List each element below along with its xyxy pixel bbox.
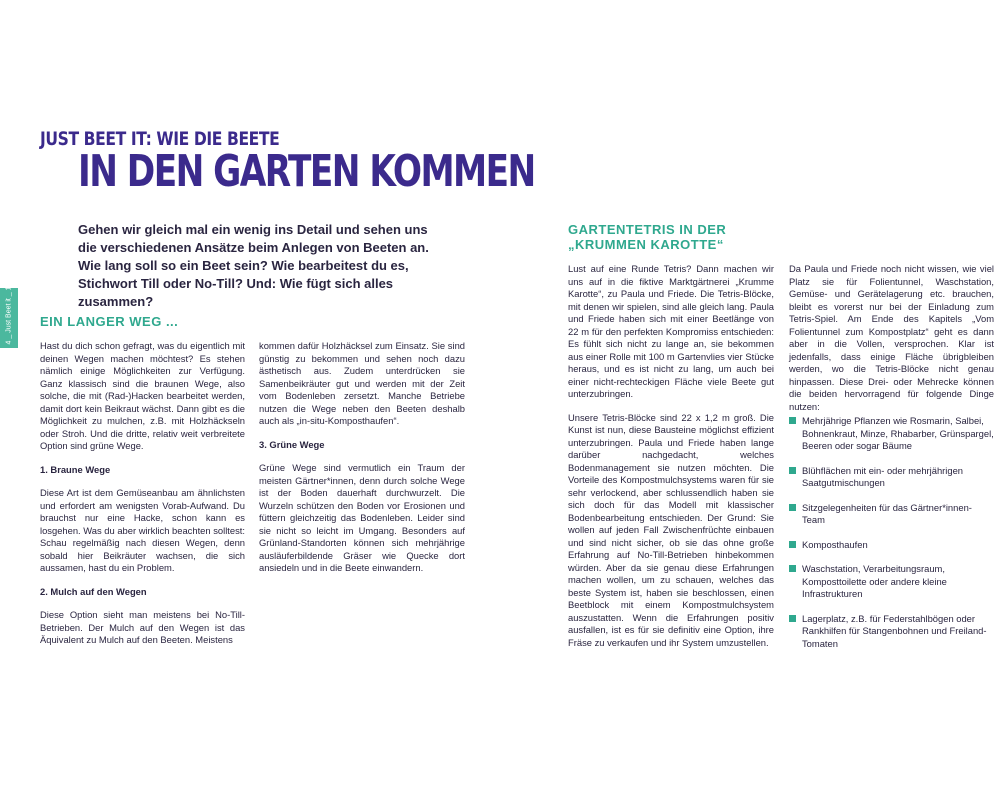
section-title-weg: EIN LANGER WEG ... bbox=[40, 314, 179, 329]
square-bullet-icon bbox=[789, 504, 796, 511]
chapter-kicker: JUST BEET IT: WIE DIE BEETE bbox=[40, 128, 280, 150]
paragraph: Da Paula und Friede noch nicht wissen, wie viel Platz sie für Folientunnel, Waschstation, Gemüse- und Gerätelagerung etc. brauchen, bleibt es vorerst nur bei der Einladung zum Tetris-Spiel. Am Ende des Kapitels „Vom Folientunnel zum Kompostplatz“ geht es dann aber in die Vollen, versprochen. Klar ist jedenfalls, dass einige Fläche übrigbleiben werden, wo die Tetris-Blöcke nicht genau hinpassen. Diese Drei- oder Mehrecke können die beiden hervorragend für folgende Dinge nutzen: bbox=[789, 263, 994, 412]
intro-paragraph: Gehen wir gleich mal ein wenig ins Detail und sehen uns die verschiedenen Ansätze beim Anlegen von Beeten an. Wie lang soll so ein Beet sein? Wie bearbeitest du es, Stichwort Till oder No-Till? Und: Wie fügt sich alles zusammen? bbox=[78, 222, 429, 309]
subheading-mulch: 2. Mulch auf den Wegen bbox=[40, 585, 147, 597]
list-item-text: Lagerplatz, z.B. für Federstahlbögen oder Rankhilfen für Stangenbohnen und Freiland-Tomaten bbox=[802, 612, 987, 649]
paragraph: Lust auf eine Runde Tetris? Dann machen wir uns auf in die fiktive Marktgärtnerei „Krumme Karotte“, zu Paula und Friede. Die Tetris-Blöcke, mit denen wir spielen, sind alle gleich lang. Paula und Friede haben sich mit einer Beetlänge von 22 m für den perfekten Kompromiss entschieden: Es fühlt sich nicht zu lange an, sie bekommen aus einer Rolle mit 100 m Gartenvlies vier Stücke heraus, und es ist nicht zu lang, um auch bei einer nicht-rechteckigen Fläche viele Beete gut unterzubringen. bbox=[568, 263, 774, 399]
section-title-line-2: „KRUMMEN KAROTTE“ bbox=[568, 237, 724, 252]
left-column-1 bbox=[40, 340, 245, 658]
list-item-text: Blühflächen mit ein- oder mehrjährigen Saatgutmischungen bbox=[802, 464, 964, 488]
paragraph: kommen dafür Holzhäcksel zum Einsatz. Sie sind günstig zu bekommen und sehen noch dazu ästhetisch aus. Zudem unterdrücken sie Samenbeikräuter gut und werden mit der Zeit vom Bodenleben zersetzt. Manche Betriebe nutzen die Wege neben den Beeten deshalb auch als „in-situ-Komposthaufen“. bbox=[259, 340, 465, 426]
subheading-gruene-wege: 3. Grüne Wege bbox=[259, 438, 325, 450]
left-column-2 bbox=[259, 340, 465, 586]
list-item-text: Sitzgelegenheiten für das Gärtner*innen-Team bbox=[802, 501, 972, 525]
list-item bbox=[789, 563, 994, 601]
list-item bbox=[789, 465, 994, 490]
list-item-text: Mehrjährige Pflanzen wie Rosmarin, Salbei, Bohnenkraut, Minze, Rhabarber, Grünspargel, Beeren oder sogar Bäume bbox=[802, 415, 994, 451]
list-item bbox=[789, 415, 994, 453]
square-bullet-icon bbox=[789, 417, 796, 424]
square-bullet-icon bbox=[789, 467, 796, 474]
list-item-text: Waschstation, Verarbeitungsraum, Komposttoilette oder andere kleine Infrastrukturen bbox=[802, 563, 947, 599]
chapter-headline: IN DEN GARTEN KOMMEN bbox=[78, 146, 535, 197]
bullet-list bbox=[789, 415, 994, 662]
right-column-1 bbox=[568, 263, 774, 660]
list-item bbox=[789, 539, 994, 552]
list-item bbox=[789, 502, 994, 527]
section-title-line-1: GARTENTETRIS IN DER bbox=[568, 222, 727, 237]
paragraph: Unsere Tetris-Blöcke sind 22 x 1,2 m groß. Die Kunst ist nun, diese Bausteine möglichst effizient unterzubringen. Paula und Friede haben lange darüber nachgedacht, welches Bodenmanagement sie nutzen möchten. Die Vorteile des Kompostmulchsystems waren für sie sehr verlockend, aber schlussendlich haben sie sich doch für das Modell mit klassischer Bodenbearbeitung entschieden. Der Grund: Sie wollen auf jeden Fall Zwischenfrüchte einbauen und sind nicht sicher, ob sie das ohne große Erfahrung auf No-Till-Betrieben hinbekommen würden. Aber da sie genau diese Erfahrungen machen wollen, um zu schauen, welches das beste System ist, haben sie beschlossen, einen Beetblock mit einem Kompostmulchsystem auszustatten. Wenn die Erfahrungen positiv ausfallen, ist es für sie definitiv eine Option, ihre Fräse zu verkaufen und ihr System umzustellen. bbox=[568, 411, 774, 648]
square-bullet-icon bbox=[789, 615, 796, 622]
list-item-text: Komposthaufen bbox=[802, 538, 868, 550]
list-item bbox=[789, 613, 994, 651]
page-tab-label: 4 _ Just Beet it _ 12 bbox=[5, 282, 13, 345]
subheading-braune-wege: 1. Braune Wege bbox=[40, 463, 111, 475]
paragraph: Diese Art ist dem Gemüseanbau am ähnlichsten und erfordert am wenigsten Vorab-Aufwand. Du brauchst nur eine Hacke, schon kann es losgehen. Was du aber wirklich beachten solltest: Schau regelmäßig nach diesen Wegen, denn sobald hier Beikräuter wachsen, die sich aussamen, hast du ein Problem. bbox=[40, 487, 245, 573]
section-title-tetris bbox=[568, 222, 726, 252]
square-bullet-icon bbox=[789, 541, 796, 548]
paragraph: Grüne Wege sind vermutlich ein Traum der meisten Gärtner*innen, denn durch solche Wege ist der Boden dauerhaft durchwurzelt. Die Wurzeln schützen den Boden vor Erosionen und füttern gleichzeitig das Bodenleben. Leider sind sie nicht so leicht im Umgang. Besonders auf Grünland-Standorten können sich mehrjährige ausläuferbildende Gräser wie Quecke dort ansiedeln und in die Beete einwandern. bbox=[259, 462, 465, 573]
right-column-2 bbox=[789, 263, 994, 424]
paragraph: Hast du dich schon gefragt, was du eigentlich mit deinen Wegen machen möchtest? Es stehen nämlich einige Möglichkeiten zur Verfügung. Ganz klassisch sind die braunen Wege, also solche, die mit (Rad-)Hacken bearbeitet werden, damit dort kein Beikraut wächst. Dann gibt es die Möglichkeit zu mulchen, z.B. mit Holzhäckseln oder Stroh. Und die dritte, relativ weit verbreitete Option sind grüne Wege. bbox=[40, 340, 245, 451]
square-bullet-icon bbox=[789, 565, 796, 572]
page-number-tab bbox=[0, 282, 18, 348]
paragraph: Diese Option sieht man meistens bei No-Till-Betrieben. Der Mulch auf den Wegen ist das Äquivalent zu Mulch auf den Beeten. Meistens bbox=[40, 609, 245, 645]
